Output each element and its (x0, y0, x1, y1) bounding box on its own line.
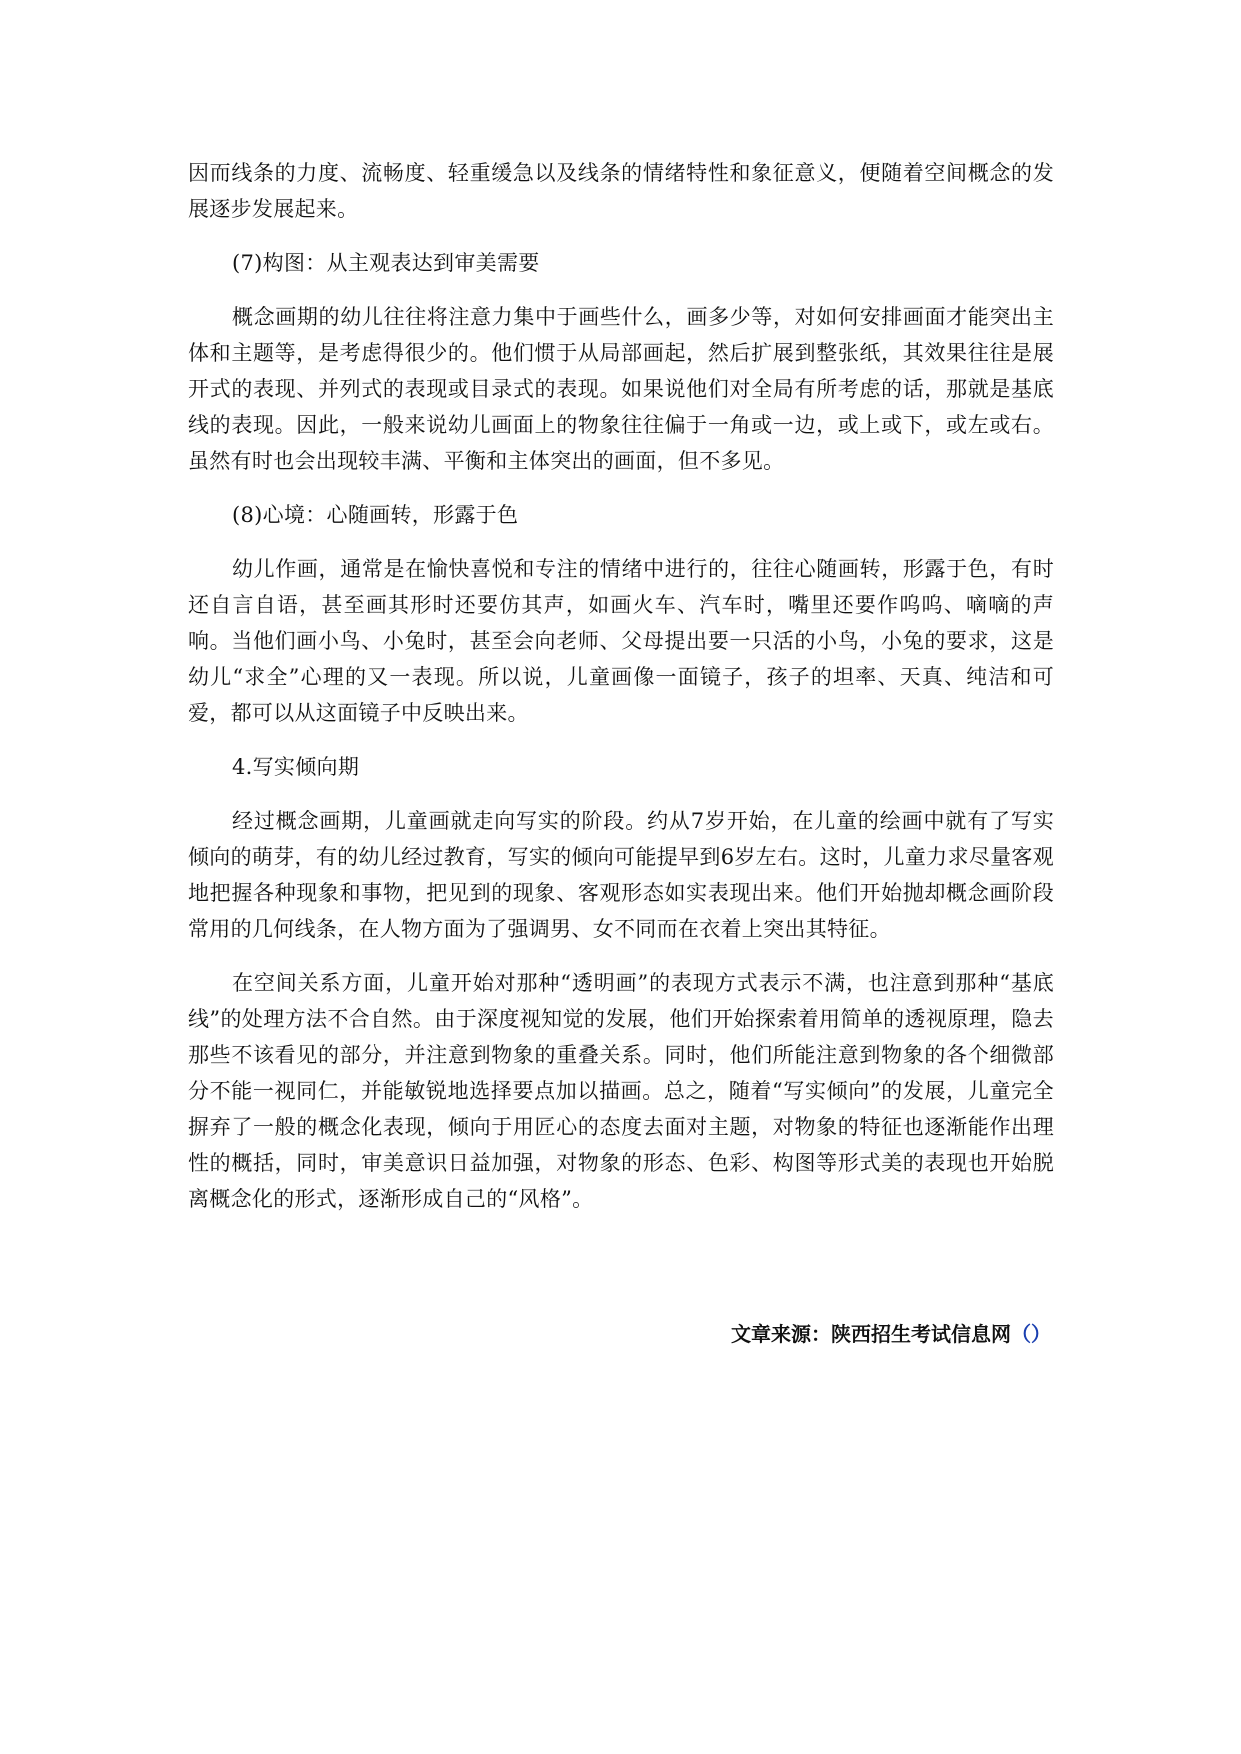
section-heading-mood: (8)心境：心随画转，形露于色 (232, 503, 519, 527)
paragraph-composition: 概念画期的幼儿往往将注意力集中于画些什么，画多少等，对如何安排画面才能突出主体和主题等，是考虑得很少的。他们惯于从局部画起，然后扩展到整张纸，其效果往往是展开式的表现、并列式的表现或目录式的表现。如果说他们对全局有所考虑的话，那就是基底线的表现。因此，一般来说幼儿画面上的物象往往偏于一角或一边，或上或下，或左或右。虽然有时也会出现较丰满、平衡和主体突出的画面，但不多见。 (188, 305, 1054, 473)
paragraph-mood: 幼儿作画，通常是在愉快喜悦和专注的情绪中进行的，往往心随画转，形露于色，有时还自言自语，甚至画其形时还要仿其声，如画火车、汽车时，嘴里还要作呜呜、嘀嘀的声响。当他们画小鸟、小兔时，甚至会向老师、父母提出要一只活的小鸟，小兔的要求，这是幼儿“求全”心理的又一表现。所以说，儿童画像一面镜子，孩子的坦率、天真、纯洁和可爱，都可以从这面镜子中反映出来。 (188, 557, 1054, 725)
section-heading-composition: (7)构图：从主观表达到审美需要 (232, 251, 540, 275)
article-source-footer (731, 1318, 1051, 1347)
section-heading-realism: 4.写实倾向期 (232, 755, 360, 779)
source-label: 文章来源：陕西招生考试信息网 (731, 1322, 1011, 1346)
paragraph-realism-2: 在空间关系方面，儿童开始对那种“透明画”的表现方式表示不满，也注意到那种“基底线”的处理方法不合自然。由于深度视知觉的发展，他们开始探索着用简单的透视原理，隐去那些不该看见的部分，并注意到物象的重叠关系。同时，他们所能注意到物象的各个细微部分不能一视同仁，并能敏锐地选择要点加以描画。总之，随着“写实倾向”的发展，儿童完全摒弃了一般的概念化表现，倾向于用匠心的态度去面对主题，对物象的特征也逐渐能作出理性的概括，同时，审美意识日益加强，对物象的形态、色彩、构图等形式美的表现也开始脱离概念化的形式，逐渐形成自己的“风格”。 (188, 971, 1054, 1211)
paragraph-continuation: 因而线条的力度、流畅度、轻重缓急以及线条的情绪特性和象征意义，便随着空间概念的发展逐步发展起来。 (188, 161, 1054, 221)
article-body (188, 155, 1054, 1235)
source-link-paren[interactable]: （） (1011, 1322, 1051, 1346)
paragraph-realism-1: 经过概念画期，儿童画就走向写实的阶段。约从7岁开始，在儿童的绘画中就有了写实倾向的萌芽，有的幼儿经过教育，写实的倾向可能提早到6岁左右。这时，儿童力求尽量客观地把握各种现象和事物，把见到的现象、客观形态如实表现出来。他们开始抛却概念画阶段常用的几何线条，在人物方面为了强调男、女不同而在衣着上突出其特征。 (188, 809, 1054, 941)
